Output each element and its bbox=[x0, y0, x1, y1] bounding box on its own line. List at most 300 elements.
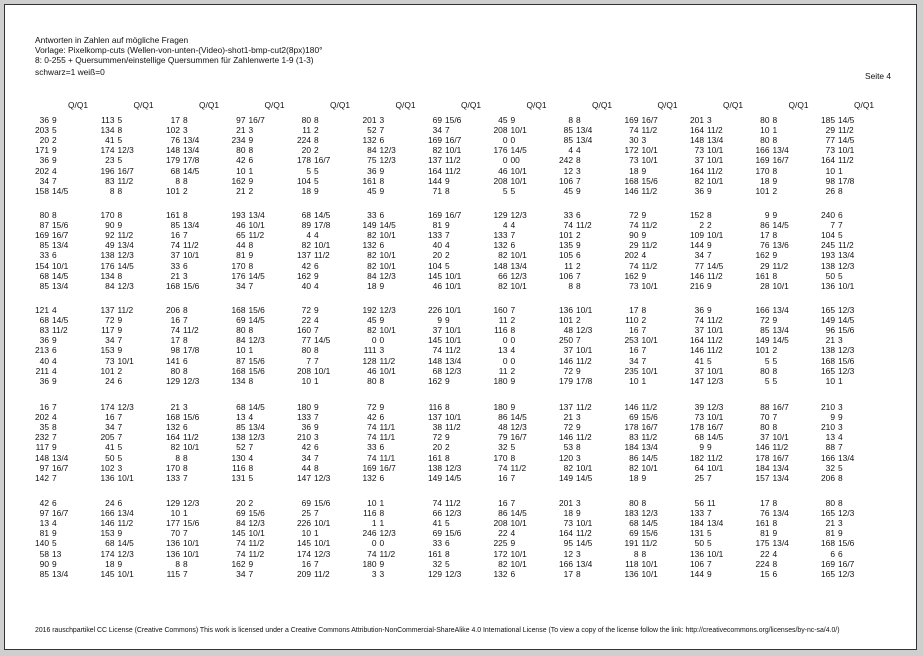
cell-quersumme: 10/1 bbox=[379, 365, 396, 376]
cell-quersumme: 1 bbox=[838, 375, 843, 386]
cell-value: 82 bbox=[301, 240, 311, 251]
cell-value: 85 bbox=[39, 568, 49, 579]
cell-quersumme: 8 bbox=[183, 305, 188, 315]
table-cell bbox=[224, 250, 254, 260]
table-cell bbox=[93, 453, 123, 463]
cell-value: 66 bbox=[432, 508, 442, 519]
cell-quersumme: 7 bbox=[510, 498, 516, 508]
table-cell bbox=[682, 498, 716, 508]
table-cell bbox=[748, 422, 778, 432]
table-cell bbox=[289, 261, 319, 271]
table-cell bbox=[93, 473, 134, 483]
cell-value: 80 bbox=[825, 498, 835, 508]
table-cell bbox=[617, 305, 647, 315]
cell-value: 105 bbox=[559, 250, 573, 261]
table-cell bbox=[813, 422, 843, 432]
cell-value: 160 bbox=[493, 305, 508, 315]
cell-quersumme: 9 bbox=[641, 270, 647, 281]
table-cell bbox=[420, 315, 450, 325]
cell-quersumme: 6 bbox=[838, 548, 843, 559]
cell-value: 72 bbox=[367, 402, 377, 412]
table-cell bbox=[289, 508, 319, 518]
table-cell bbox=[617, 498, 647, 508]
table-cell bbox=[355, 538, 385, 548]
table-cell bbox=[420, 412, 461, 422]
cell-value: 3 bbox=[371, 568, 377, 579]
cell-quersumme: 11/2 bbox=[641, 432, 658, 443]
table-cell bbox=[748, 240, 789, 250]
table-cell bbox=[551, 135, 592, 145]
cell-value: 169 bbox=[428, 135, 442, 146]
cell-value: 117 bbox=[35, 442, 49, 453]
table-cell bbox=[289, 432, 319, 442]
table-cell bbox=[355, 315, 385, 325]
table-cell bbox=[486, 528, 516, 538]
table-cell bbox=[682, 453, 723, 463]
table-cell bbox=[355, 250, 396, 260]
cell-value: 168 bbox=[821, 355, 835, 366]
cell-quersumme: 11/2 bbox=[576, 355, 592, 366]
table-cell bbox=[224, 549, 265, 559]
cell-quersumme: 4 bbox=[52, 518, 57, 529]
table-cell bbox=[551, 210, 581, 220]
cell-value: 74 bbox=[236, 548, 246, 559]
cell-value: 82 bbox=[563, 462, 573, 473]
cell-value: 137 bbox=[428, 155, 442, 166]
table-cell bbox=[813, 145, 854, 155]
cell-quersumme: 14/5 bbox=[248, 270, 265, 281]
cell-value: 86 bbox=[760, 220, 770, 231]
cell-quersumme: 14/5 bbox=[445, 472, 462, 483]
cell-value: 168 bbox=[821, 538, 835, 549]
table-cell bbox=[355, 412, 385, 422]
table-cell bbox=[355, 166, 385, 176]
cell-value: 21 bbox=[236, 125, 246, 136]
table-cell bbox=[813, 508, 854, 518]
cell-value: 34 bbox=[105, 422, 115, 433]
cell-quersumme: 8 bbox=[314, 115, 319, 125]
cell-value: 80 bbox=[170, 365, 180, 376]
table-cell bbox=[551, 412, 581, 422]
cell-quersumme: 13/4 bbox=[576, 135, 593, 146]
cell-value: 178 bbox=[624, 422, 639, 433]
cell-quersumme: 12/3 bbox=[510, 210, 527, 220]
cell-quersumme: 13/4 bbox=[576, 125, 593, 136]
table-cell bbox=[289, 240, 330, 250]
cell-quersumme: 12/3 bbox=[314, 548, 331, 559]
cell-quersumme: 9 bbox=[772, 210, 778, 220]
table-cell bbox=[27, 538, 57, 548]
cell-quersumme: 14/5 bbox=[772, 335, 789, 346]
cell-value: 16 bbox=[170, 315, 180, 326]
table-cell bbox=[617, 230, 647, 240]
cell-quersumme: 5 bbox=[838, 230, 843, 241]
table-cell bbox=[93, 176, 134, 186]
cell-quersumme: 2 bbox=[52, 135, 57, 146]
cell-quersumme: 17/8 bbox=[314, 220, 331, 231]
table-cell bbox=[93, 345, 123, 355]
table-cell bbox=[551, 518, 592, 528]
cell-quersumme: 8 bbox=[379, 175, 385, 186]
cell-quersumme: 8 bbox=[183, 365, 188, 376]
cell-value: 201 bbox=[362, 115, 377, 125]
cell-quersumme: 5 bbox=[445, 518, 450, 529]
table-cell bbox=[617, 271, 647, 281]
cell-value: 109 bbox=[690, 230, 704, 241]
cell-value: 213 bbox=[35, 345, 49, 356]
cell-quersumme: 9 bbox=[117, 315, 123, 326]
table-cell bbox=[420, 125, 450, 135]
cell-value: 89 bbox=[301, 220, 311, 231]
cell-value: 137 bbox=[559, 402, 573, 412]
table-cell bbox=[355, 125, 385, 135]
cell-quersumme: 14/5 bbox=[248, 315, 265, 326]
table-cell bbox=[224, 402, 265, 412]
cell-value: 132 bbox=[166, 422, 180, 433]
table-cell bbox=[551, 271, 581, 281]
cell-quersumme: 11/1 bbox=[379, 432, 396, 443]
cell-quersumme: 14/5 bbox=[379, 220, 396, 231]
table-cell bbox=[486, 498, 516, 508]
cell-quersumme: 10/1 bbox=[445, 280, 462, 291]
cell-quersumme: 4 bbox=[772, 548, 778, 559]
cell-value: 169 bbox=[624, 115, 639, 125]
cell-quersumme: 6 bbox=[183, 260, 188, 271]
cell-value: 71 bbox=[432, 185, 442, 196]
cell-value: 82 bbox=[367, 325, 377, 336]
table-cell bbox=[93, 508, 134, 518]
table-cell bbox=[420, 528, 461, 538]
cell-value: 33 bbox=[170, 260, 180, 271]
cell-value: 87 bbox=[236, 355, 246, 366]
table-cell bbox=[551, 240, 581, 250]
cell-value: 0 bbox=[502, 355, 508, 366]
cell-value: 82 bbox=[498, 558, 508, 569]
cell-quersumme: 14/5 bbox=[117, 538, 134, 549]
cell-quersumme: 11/2 bbox=[707, 335, 723, 346]
cell-value: 209 bbox=[297, 568, 311, 579]
cell-value: 72 bbox=[629, 210, 639, 220]
cell-quersumme: 8 bbox=[510, 325, 516, 336]
cell-value: 165 bbox=[821, 365, 835, 376]
cell-value: 69 bbox=[236, 315, 246, 326]
table-cell bbox=[748, 261, 789, 271]
cell-quersumme: 12/3 bbox=[510, 270, 527, 281]
cell-value: 88 bbox=[760, 402, 770, 412]
cell-value: 72 bbox=[563, 365, 573, 376]
cell-value: 134 bbox=[100, 125, 115, 136]
cell-value: 74 bbox=[367, 432, 377, 443]
table-cell bbox=[551, 366, 581, 376]
table-cell bbox=[486, 412, 527, 422]
table-cell bbox=[551, 498, 581, 508]
cell-value: 202 bbox=[35, 165, 49, 176]
cell-value: 8 bbox=[175, 558, 180, 569]
cell-quersumme: 5 bbox=[117, 155, 123, 166]
cell-value: 16 bbox=[498, 498, 508, 508]
cell-quersumme: 7 bbox=[52, 402, 57, 412]
column-header: Q/Q1 bbox=[199, 100, 220, 110]
table-cell bbox=[27, 569, 68, 579]
cell-quersumme: 0 bbox=[510, 355, 516, 366]
table-cell bbox=[289, 166, 319, 176]
cell-quersumme: 0 bbox=[510, 135, 516, 146]
table-cell bbox=[748, 518, 778, 528]
table-cell bbox=[93, 210, 123, 220]
cell-quersumme: 0 bbox=[510, 335, 516, 346]
cell-quersumme: 14/5 bbox=[314, 210, 331, 220]
table-cell bbox=[93, 366, 123, 376]
cell-value: 32 bbox=[498, 442, 508, 453]
cell-quersumme: 12/3 bbox=[117, 250, 134, 261]
table-cell bbox=[617, 315, 647, 325]
table-cell bbox=[617, 145, 658, 155]
table-cell bbox=[27, 432, 57, 442]
table-cell bbox=[224, 281, 254, 291]
table-cell bbox=[289, 473, 330, 483]
cell-value: 82 bbox=[432, 145, 442, 156]
cell-quersumme: 2 bbox=[248, 185, 254, 196]
table-cell bbox=[93, 356, 134, 366]
table-cell bbox=[27, 315, 68, 325]
cell-value: 68 bbox=[39, 315, 49, 326]
cell-quersumme: 5 bbox=[314, 175, 319, 186]
cell-value: 85 bbox=[39, 280, 49, 291]
cell-value: 74 bbox=[432, 345, 442, 356]
cell-quersumme: 16/7 bbox=[707, 422, 724, 433]
table-cell bbox=[813, 402, 843, 412]
cell-value: 179 bbox=[559, 375, 573, 386]
table-cell bbox=[289, 422, 319, 432]
cell-quersumme: 7 bbox=[183, 230, 188, 241]
cell-value: 129 bbox=[166, 498, 180, 508]
table-cell bbox=[813, 250, 854, 260]
cell-quersumme: 10/1 bbox=[772, 280, 789, 291]
cell-quersumme: 2 bbox=[248, 498, 254, 508]
cell-quersumme: 10/1 bbox=[117, 568, 134, 579]
table-cell bbox=[355, 376, 385, 386]
cell-value: 16 bbox=[105, 412, 115, 423]
cell-quersumme: 10/1 bbox=[379, 230, 396, 241]
cell-value: 82 bbox=[694, 175, 704, 186]
cell-value: 158 bbox=[35, 185, 49, 196]
cell-quersumme: 11/1 bbox=[379, 452, 396, 463]
table-cell bbox=[289, 402, 319, 412]
table-cell bbox=[93, 402, 134, 412]
table-cell bbox=[420, 442, 450, 452]
cell-quersumme: 6 bbox=[576, 250, 581, 261]
table-cell bbox=[551, 442, 581, 452]
table-cell bbox=[813, 356, 854, 366]
cell-value: 148 bbox=[690, 135, 704, 146]
cell-value: 208 bbox=[493, 125, 508, 136]
cell-quersumme: 11/2 bbox=[772, 442, 789, 453]
cell-value: 74 bbox=[367, 452, 377, 463]
cell-value: 18 bbox=[367, 280, 377, 291]
cell-quersumme: 12/3 bbox=[838, 260, 855, 271]
cell-quersumme: 7 bbox=[445, 230, 450, 241]
cell-value: 42 bbox=[301, 442, 311, 453]
table-cell bbox=[682, 125, 723, 135]
cell-quersumme: 7 bbox=[510, 472, 516, 483]
cell-value: 85 bbox=[563, 135, 573, 146]
table-cell bbox=[158, 412, 199, 422]
table-cell bbox=[748, 463, 789, 473]
cell-quersumme: 13/4 bbox=[772, 472, 789, 483]
cell-quersumme: 10/1 bbox=[510, 558, 527, 569]
table-cell bbox=[748, 376, 778, 386]
table-cell bbox=[551, 345, 592, 355]
cell-value: 110 bbox=[625, 315, 639, 326]
table-cell bbox=[682, 549, 723, 559]
cell-quersumme: 15/6 bbox=[52, 220, 69, 231]
table-cell bbox=[289, 271, 319, 281]
cell-quersumme: 15/6 bbox=[838, 325, 855, 336]
cell-value: 11 bbox=[498, 365, 508, 376]
table-cell bbox=[682, 463, 723, 473]
cell-quersumme: 2 bbox=[510, 365, 516, 376]
cell-quersumme: 9 bbox=[379, 402, 385, 412]
cell-value: 164 bbox=[559, 528, 573, 539]
cell-quersumme: 6 bbox=[379, 442, 385, 453]
cell-value: 92 bbox=[105, 230, 115, 241]
cell-quersumme: 9 bbox=[52, 442, 57, 453]
cell-value: 74 bbox=[629, 220, 639, 231]
cell-quersumme: 9 bbox=[445, 175, 450, 186]
cell-quersumme: 12/3 bbox=[117, 548, 134, 559]
table-cell bbox=[682, 230, 723, 240]
cell-quersumme: 6 bbox=[52, 250, 57, 261]
cell-quersumme: 9 bbox=[52, 558, 57, 569]
cell-value: 136 bbox=[166, 548, 180, 559]
cell-quersumme: 11/2 bbox=[445, 165, 461, 176]
cell-quersumme: 11/2 bbox=[445, 155, 461, 166]
table-cell bbox=[748, 271, 778, 281]
cell-quersumme: 4 bbox=[248, 412, 254, 423]
cell-value: 81 bbox=[432, 220, 442, 231]
cell-value: 16 bbox=[301, 558, 311, 569]
cell-value: 86 bbox=[498, 508, 508, 519]
cell-quersumme: 11/2 bbox=[576, 432, 592, 443]
cell-value: 34 bbox=[236, 568, 246, 579]
table-cell bbox=[224, 453, 254, 463]
column-header: Q/Q1 bbox=[592, 100, 613, 110]
cell-value: 133 bbox=[493, 230, 508, 241]
cell-quersumme: 10/1 bbox=[248, 528, 265, 539]
cell-value: 21 bbox=[170, 402, 180, 412]
cell-quersumme: 10/1 bbox=[183, 442, 200, 453]
cell-value: 15 bbox=[760, 568, 770, 579]
cell-quersumme: 17/8 bbox=[183, 345, 200, 356]
cell-quersumme: 9 bbox=[510, 538, 516, 549]
table-cell bbox=[355, 271, 396, 281]
cell-quersumme: 12/3 bbox=[117, 402, 134, 412]
table-cell bbox=[682, 305, 712, 315]
cell-value: 145 bbox=[297, 538, 311, 549]
cell-quersumme: 5 bbox=[838, 462, 843, 473]
table-cell bbox=[289, 125, 319, 135]
table-cell bbox=[93, 549, 134, 559]
cell-value: 45 bbox=[367, 315, 377, 326]
cell-quersumme: 9 bbox=[248, 135, 254, 146]
cell-quersumme: 3 bbox=[379, 115, 385, 125]
cell-value: 132 bbox=[493, 240, 508, 251]
cell-value: 178 bbox=[755, 452, 770, 463]
cell-value: 184 bbox=[624, 442, 639, 453]
table-cell bbox=[355, 345, 385, 355]
cell-quersumme: 10/1 bbox=[314, 518, 331, 529]
cell-value: 148 bbox=[493, 260, 508, 271]
cell-quersumme: 9 bbox=[576, 422, 581, 433]
cell-value: 132 bbox=[362, 472, 377, 483]
table-cell bbox=[813, 230, 843, 240]
cell-value: 162 bbox=[624, 270, 639, 281]
table-cell bbox=[617, 335, 658, 345]
cell-value: 245 bbox=[821, 240, 835, 251]
table-cell bbox=[289, 135, 319, 145]
table-cell bbox=[93, 518, 134, 528]
cell-quersumme: 2 bbox=[314, 125, 319, 136]
table-cell bbox=[224, 528, 265, 538]
cell-quersumme: 16/7 bbox=[772, 452, 789, 463]
cell-quersumme: 11/2 bbox=[248, 538, 265, 549]
cell-value: 106 bbox=[690, 558, 704, 569]
table-cell bbox=[158, 345, 199, 355]
cell-quersumme: 0 bbox=[379, 538, 385, 549]
cell-quersumme: 14/5 bbox=[510, 145, 527, 156]
cell-value: 80 bbox=[236, 145, 246, 156]
cell-quersumme: 8 bbox=[248, 145, 254, 156]
cell-quersumme: 6 bbox=[510, 240, 516, 251]
table-cell bbox=[682, 569, 712, 579]
cell-quersumme: 9 bbox=[314, 270, 319, 281]
cell-quersumme: 11/2 bbox=[314, 250, 330, 261]
doc-source-line: Vorlage: Pixelkomp-cuts (Wellen-von-unten-(Video)-shot1-bmp-cut2(8px)180° bbox=[35, 45, 323, 55]
table-cell bbox=[813, 176, 854, 186]
cell-quersumme: 9 bbox=[641, 165, 647, 176]
cell-quersumme: 10/1 bbox=[379, 325, 396, 336]
table-cell bbox=[486, 186, 516, 196]
cell-quersumme: 14/5 bbox=[838, 135, 855, 146]
cell-quersumme: 10/1 bbox=[576, 518, 593, 529]
cell-quersumme: 16/7 bbox=[772, 155, 789, 166]
cell-value: 196 bbox=[100, 165, 115, 176]
cell-quersumme: 5 bbox=[707, 538, 712, 549]
table-cell bbox=[486, 325, 516, 335]
table-cell bbox=[617, 422, 658, 432]
table-cell bbox=[813, 549, 843, 559]
cell-value: 0 bbox=[502, 335, 508, 346]
table-cell bbox=[355, 422, 396, 432]
cell-quersumme: 1 bbox=[248, 345, 254, 356]
cell-value: 21 bbox=[563, 412, 573, 423]
cell-quersumme: 3 bbox=[838, 402, 843, 412]
cell-value: 42 bbox=[367, 412, 377, 423]
cell-quersumme: 11/2 bbox=[117, 518, 134, 529]
table-cell bbox=[486, 166, 527, 176]
cell-value: 80 bbox=[367, 375, 377, 386]
cell-quersumme: 7 bbox=[248, 568, 254, 579]
cell-value: 68 bbox=[236, 402, 246, 412]
cell-quersumme: 5 bbox=[445, 260, 450, 271]
cell-value: 86 bbox=[629, 452, 639, 463]
cell-quersumme: 17/8 bbox=[838, 175, 855, 186]
cell-quersumme: 16/7 bbox=[248, 115, 265, 125]
cell-quersumme: 5 bbox=[117, 115, 123, 125]
table-cell bbox=[813, 220, 843, 230]
table-cell bbox=[486, 176, 527, 186]
cell-quersumme: 15/6 bbox=[183, 280, 200, 291]
